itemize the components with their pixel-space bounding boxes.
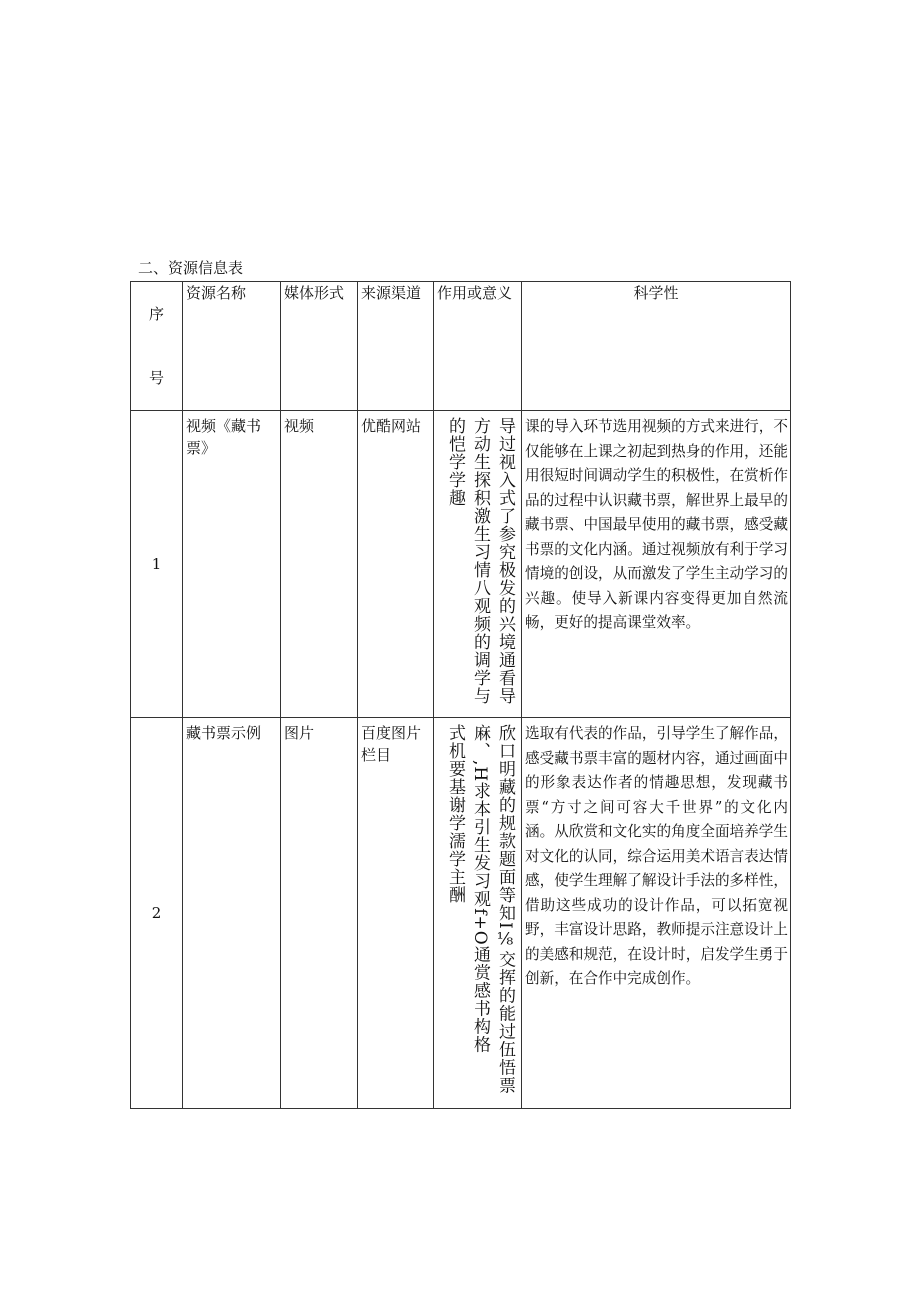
row-media: 视频	[284, 417, 315, 435]
row-name-cell	[183, 718, 281, 1109]
resource-table	[130, 281, 791, 1109]
table-row	[131, 411, 791, 718]
row-media-cell	[281, 411, 358, 718]
section-heading: 二、资源信息表	[138, 259, 244, 277]
row-name: 视频《藏书票》	[186, 417, 262, 457]
header-seq	[131, 282, 183, 411]
row-purpose: 导过视入式了参究极发的兴境通看导 方动生探积激生习情八观频的调学与 的恺学学趣	[445, 417, 515, 705]
row-seq: 1	[131, 411, 183, 718]
header-source: 来源渠道	[358, 282, 434, 411]
row-science: 选取有代表的作品，引导学生了解作品，感受藏书票丰富的题材内容，通过画面中的形象表达作者的情趣思想，发现藏书票“方寸之间可容大千世界”的文化内涵。从欣赏和文化实的角度全面培养学生对文化的认同，综合运用美术语言表达情感，使学生理解了解设计手法的多样性，借助这些成功的设计作品，可以拓宽视野，丰富设计思路，教师提示注意设计上的美感和规范，在设计时，启发学生勇于创新，在合作中完成创作。	[525, 725, 788, 987]
row-media-cell	[281, 718, 358, 1109]
row-purpose-cell	[434, 411, 522, 718]
row-seq: 2	[131, 718, 183, 1109]
header-media: 媒体形式	[281, 282, 358, 411]
row-name-cell	[183, 411, 281, 718]
row-source: 优酷网站	[361, 417, 422, 435]
table-header-row	[131, 282, 791, 411]
row-science-cell	[522, 718, 791, 1109]
table-row	[131, 718, 791, 1109]
row-purpose: 欣口明藏的规款题面等知I⅛交挥的能过伍悟票 麻、,H求本引生发习观f+O通赏感书构格 式机要基谢学濡学主酬	[445, 724, 515, 1095]
header-purpose: 作用或意义	[434, 282, 522, 411]
row-science-cell	[522, 411, 791, 718]
row-science: 课的导入环节选用视频的方式来进行，不仅能够在上课之初起到热身的作用，还能用很短时间调动学生的积极性，在赏析作品的过程中认识藏书票，解世界上最早的藏书票、中国最早使用的藏书票，感受藏书票的文化内涵。通过视频放有利于学习情境的创设，从而激发了学生主动学习的兴趣。使导入新课内容变得更加自然流畅，更好的提高课堂效率。	[525, 418, 788, 631]
row-media: 图片	[284, 724, 315, 742]
row-source-cell	[358, 718, 434, 1109]
header-name: 资源名称	[183, 282, 281, 411]
row-purpose-cell	[434, 718, 522, 1109]
header-seq-bottom: 号	[148, 369, 164, 387]
header-seq-top: 序	[148, 305, 164, 323]
header-science: 科学性	[522, 282, 791, 411]
row-source-cell	[358, 411, 434, 718]
row-name: 藏书票示例	[186, 724, 262, 742]
row-source: 百度图片栏目	[361, 724, 422, 764]
